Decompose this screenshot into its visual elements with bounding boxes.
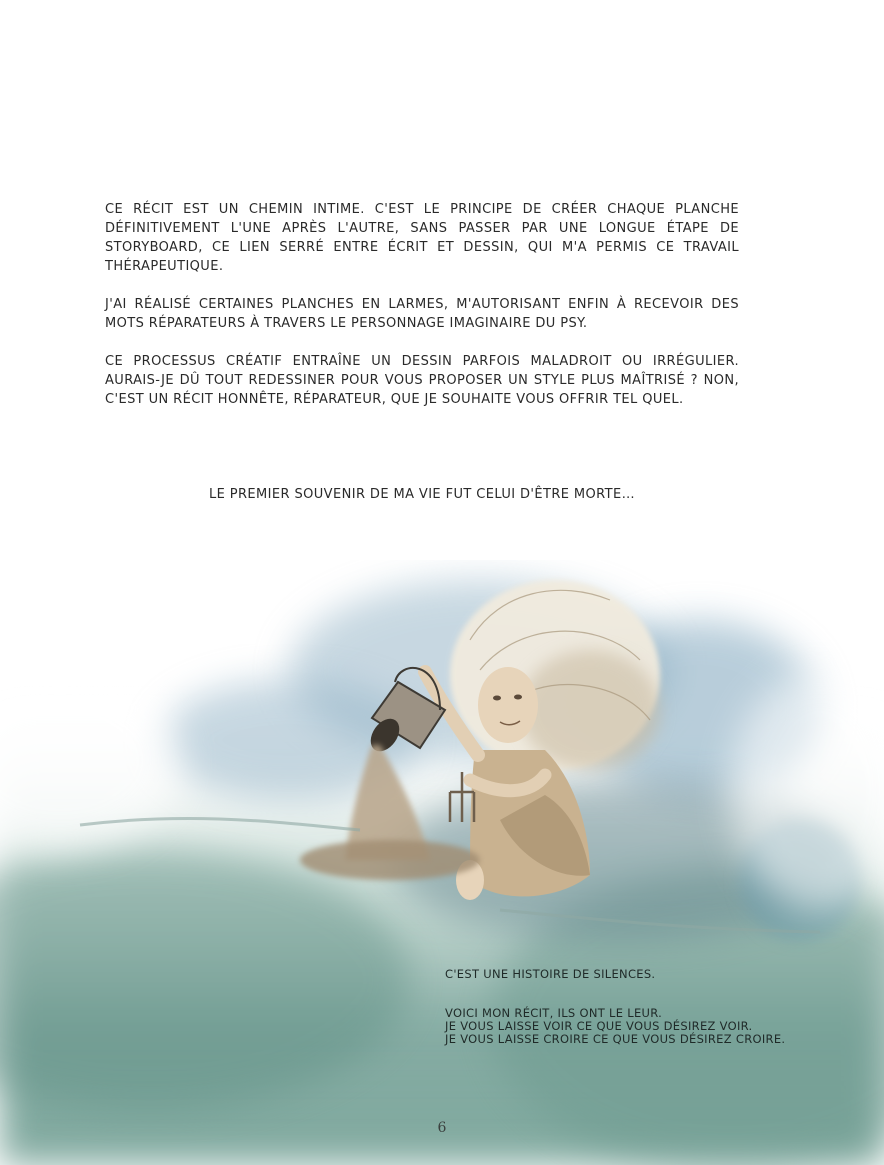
girl-face <box>478 667 538 743</box>
girl-eye-left <box>493 696 501 701</box>
tagline: LE PREMIER SOUVENIR DE MA VIE FUT CELUI D'ÊTRE MORTE… <box>208 487 636 502</box>
watercolor-illustration <box>0 560 884 1165</box>
intro-paragraph-1: CE RÉCIT EST UN CHEMIN INTIME. C'EST LE PRINCIPE DE CRÉER CHAQUE PLANCHE DÉFINITIVEMENT L'UNE APRÈS L'AUTRE, SANS PASSER PAR UNE LONGUE ÉTAPE DE STORYBOARD, CE LIEN SERRÉ ENTRE ÉCRIT ET DESSIN, QUI M'A PERMIS CE TRAVAIL THÉRAPEUTIQUE. <box>105 202 739 274</box>
caption-line-2: JE VOUS LAISSE VOIR CE QUE VOUS DÉSIREZ VOIR. <box>445 1019 753 1033</box>
caption-line-3: JE VOUS LAISSE CROIRE CE QUE VOUS DÉSIREZ CROIRE. <box>445 1032 786 1046</box>
caption-line-1: VOICI MON RÉCIT, ILS ONT LE LEUR. <box>445 1006 663 1020</box>
page-number: 6 <box>437 1120 447 1136</box>
girl-eye-right <box>514 695 522 700</box>
caption <box>445 968 865 1046</box>
intro-text <box>105 200 739 428</box>
intro-paragraph-2: J'AI RÉALISÉ CERTAINES PLANCHES EN LARMES, M'AUTORISANT ENFIN À RECEVOIR DES MOTS RÉPARATEURS À TRAVERS LE PERSONNAGE IMAGINAIRE DU PSY. <box>105 297 739 331</box>
sand-pile <box>300 840 480 880</box>
caption-first-line: C'EST UNE HISTOIRE DE SILENCES. <box>445 967 656 981</box>
intro-paragraph-3: CE PROCESSUS CRÉATIF ENTRAÎNE UN DESSIN PARFOIS MALADROIT OU IRRÉGULIER. AURAIS-JE DÛ TOUT REDESSINER POUR VOUS PROPOSER UN STYLE PLUS MAÎTRISÉ ? NON, C'EST UN RÉCIT HONNÊTE, RÉPARATEUR, QUE JE SOUHAITE VOUS OFFRIR TEL QUEL. <box>105 354 739 407</box>
